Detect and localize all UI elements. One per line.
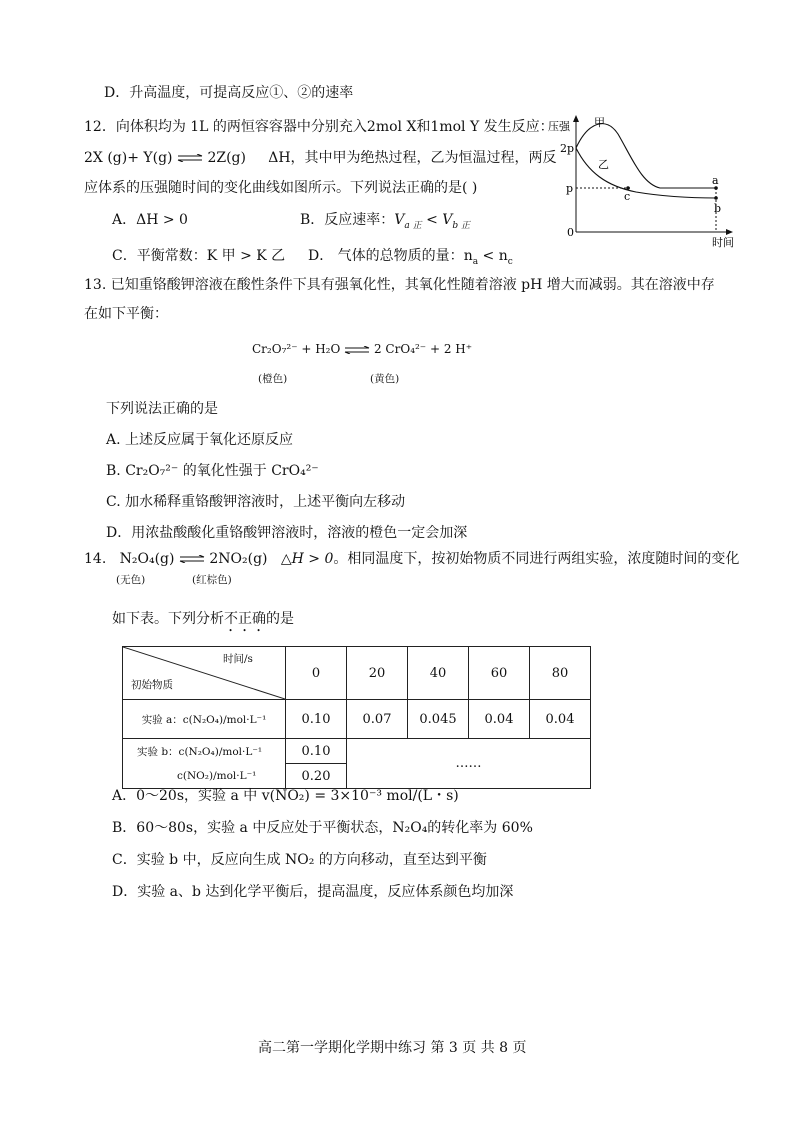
q14-stem-line1 xyxy=(84,549,739,569)
q13-stem-line2: 在如下平衡： xyxy=(84,306,168,322)
q12-na: n xyxy=(463,248,473,264)
q13-color-right: (黄色) xyxy=(370,373,400,385)
q12-va-sub: a 正 xyxy=(404,220,422,231)
q12-option-b-label: B．反应速率： xyxy=(300,212,395,228)
q14-delta-h: △H > 0 xyxy=(280,551,334,567)
q13-eq-left: Cr₂O₇²⁻ + H₂O xyxy=(252,342,341,356)
graph-xlabel: 时间 xyxy=(712,236,734,249)
table-cell: 0.045 xyxy=(408,700,469,739)
table-header-initial: 初始物质 xyxy=(131,679,173,691)
q12-option-a: A．ΔH > 0 xyxy=(112,212,188,228)
curve-yi xyxy=(576,148,716,198)
q12-products: 2Z(g) xyxy=(207,150,246,166)
table-row xyxy=(123,647,591,700)
q13-equation xyxy=(252,339,472,359)
equilibrium-arrow-icon xyxy=(177,154,203,162)
q13-stem-line1: 13. 已知重铬酸钾溶液在酸性条件下具有强氧化性，其氧化性随着溶液 pH 增大而减弱。其在溶液中存 xyxy=(84,277,715,293)
q14-line2-a: 如下表。下列分析 xyxy=(112,611,224,627)
q12-option-d: D． 气体的总物质的量：$n_a < n_c$ xyxy=(308,248,513,267)
table-header-time: 时间/s xyxy=(223,653,253,665)
graph-pt-a: a xyxy=(712,174,719,187)
q12-option-b: B．反应速率：$V_{a 正} < V_{b 正}$ xyxy=(300,212,471,231)
q12-na-sub: a xyxy=(472,256,479,267)
q12-stem-rest: ΔH，其中甲为绝热过程，乙为恒温过程，两反 xyxy=(268,150,557,166)
table-row xyxy=(123,739,591,764)
graph-pt-c: c xyxy=(624,190,631,203)
table-time-80: 80 xyxy=(530,647,591,700)
graph-tick-p: p xyxy=(566,182,574,195)
table-cell: 0.04 xyxy=(530,700,591,739)
table-row-b-label1: 实验 b：c(N₂O₄)/mol·L⁻¹ xyxy=(123,739,286,764)
q13-eq-right: 2 CrO₄²⁻ + 2 H⁺ xyxy=(373,342,473,356)
q14-number: 14. xyxy=(84,551,107,567)
q12-reactants: 2X (g)+ Y(g) xyxy=(84,150,173,166)
curve-jia xyxy=(576,124,716,188)
table-cell: 0.10 xyxy=(286,739,347,764)
table-time-0: 0 xyxy=(286,647,347,700)
q14-stem-line2 xyxy=(112,609,294,635)
equilibrium-arrow-icon xyxy=(179,555,205,563)
table-cell: 0.04 xyxy=(469,700,530,739)
table-row-a-label: 实验 a：c(N₂O₄)/mol·L⁻¹ xyxy=(123,700,286,739)
q12-va: V xyxy=(394,212,405,228)
table-time-60: 60 xyxy=(469,647,530,700)
q13-color-left: (橙色) xyxy=(258,373,288,385)
q13-option-d: D．用浓盐酸酸化重铬酸钾溶液时，溶液的橙色一定会加深 xyxy=(106,525,468,541)
q14-data-table xyxy=(122,646,591,789)
graph-origin: 0 xyxy=(567,226,574,239)
graph-tick-2p: 2p xyxy=(560,142,575,155)
q14-color-right: (红棕色) xyxy=(192,574,232,586)
table-row-b-rest: …… xyxy=(347,739,591,789)
table-cell: 0.07 xyxy=(347,700,408,739)
q12-nc-sub: c xyxy=(507,256,513,267)
q13-option-b: B. Cr₂O₇²⁻ 的氧化性强于 CrO₄²⁻ xyxy=(106,463,319,479)
table-row xyxy=(123,700,591,739)
graph-label-yi: 乙 xyxy=(598,158,609,171)
graph-x-arrow-icon xyxy=(726,229,733,235)
q12-pressure-graph xyxy=(540,112,740,252)
q14-eq-right: 2NO₂(g) xyxy=(209,551,268,567)
point-b xyxy=(714,196,718,200)
graph-label-jia: 甲 xyxy=(594,116,605,129)
q14-option-c: C．实验 b 中，反应向生成 NO₂ 的方向移动，直至达到平衡 xyxy=(112,852,487,868)
q14-option-d: D．实验 a、b 达到化学平衡后，提高温度，反应体系颜色均加深 xyxy=(112,884,514,900)
table-row-b-label2: c(NO₂)/mol·L⁻¹ xyxy=(123,764,286,789)
q12-stem-line3: 应体系的压强随时间的变化曲线如图所示。下列说法正确的是( ) xyxy=(84,180,478,196)
page-footer: 高二第一学期化学期中练习 第 3 页 共 8 页 xyxy=(258,1040,527,1056)
q12-vb-sub: b 正 xyxy=(452,220,471,231)
q14-stem-rest: 。相同温度下，按初始物质不同进行两组实验，浓度随时间的变化 xyxy=(333,551,740,567)
q11-option-d: D．升高温度，可提高反应①、②的速率 xyxy=(104,85,354,101)
q12-vb: V xyxy=(442,212,453,228)
table-time-20: 20 xyxy=(347,647,408,700)
q14-option-b: B．60～80s，实验 a 中反应处于平衡状态，N₂O₄的转化率为 60% xyxy=(112,820,533,836)
q12-stem-line1: 12．向体积均为 1L 的两恒容容器中分别充入2mol X和1mol Y 发生反应： xyxy=(84,119,554,135)
q14-line2-c: 的是 xyxy=(266,611,294,627)
q12-option-d-label: D． 气体的总物质的量： xyxy=(308,248,464,264)
table-cell: 0.20 xyxy=(286,764,347,789)
graph-pt-b: b xyxy=(714,202,722,215)
q13-option-a: A. 上述反应属于氧化还原反应 xyxy=(106,432,294,448)
q13-option-c: C. 加水稀释重铬酸钾溶液时，上述平衡向左移动 xyxy=(106,494,406,510)
table-header-diagonal xyxy=(123,647,286,700)
graph-y-arrow-icon xyxy=(573,115,579,122)
q14-eq-left: N₂O₄(g) xyxy=(119,551,175,567)
table-cell: 0.10 xyxy=(286,700,347,739)
q14-option-a: A．0～20s，实验 a 中 v(NO₂) = 3×10⁻³ mol/(L・s) xyxy=(112,788,459,804)
q12-nc: n xyxy=(498,248,508,264)
q12-stem-line2 xyxy=(84,148,557,168)
equilibrium-arrow-icon xyxy=(344,346,370,354)
q13-prompt: 下列说法正确的是 xyxy=(106,401,218,417)
q14-color-left: (无色) xyxy=(116,574,146,586)
q12-option-c: C．平衡常数：K 甲 > K 乙 xyxy=(112,248,286,264)
graph-ylabel: 压强 xyxy=(548,120,570,133)
table-time-40: 40 xyxy=(408,647,469,700)
q14-line2-emphasis: 不正确 xyxy=(224,611,266,627)
